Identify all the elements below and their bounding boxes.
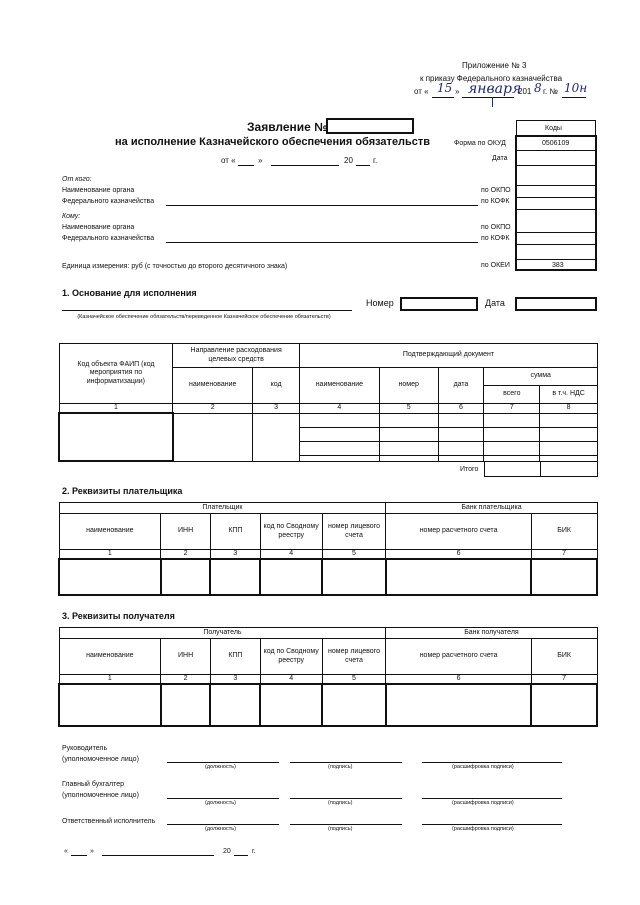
col-doc-name: наименование bbox=[299, 368, 379, 404]
payer-bik-cell[interactable] bbox=[531, 559, 597, 595]
from-org-line2: Федерального казначейства bbox=[62, 198, 155, 205]
payer-kpp-cell[interactable] bbox=[210, 559, 260, 595]
appendix-month: января bbox=[468, 81, 522, 97]
recipient-account-cell[interactable] bbox=[322, 684, 386, 726]
col-direction-name: наименование bbox=[173, 368, 253, 404]
to-org-line2: Федерального казначейства bbox=[62, 235, 155, 242]
unit-of-measure: Единица измерения: руб (с точностью до второго десятичного знака) bbox=[62, 263, 288, 270]
payer-bank-group: Банк плательщика bbox=[386, 503, 597, 514]
recipient-settlement-cell[interactable] bbox=[386, 684, 531, 726]
col-sum: сумма bbox=[484, 368, 598, 386]
section2-title: 2. Реквизиты плательщика bbox=[62, 486, 183, 496]
appendix-number: 10н bbox=[564, 81, 588, 95]
recipient-inn-cell[interactable] bbox=[161, 684, 211, 726]
payer-table: Плательщик Банк плательщика наименование ИНН КПП код по Сводному реестру номер лицевого счета номер расчетного счета БИК 1 2 3 4 5 6 7 bbox=[58, 502, 598, 596]
date-from: от « bbox=[221, 156, 236, 165]
payer-name-cell[interactable] bbox=[59, 559, 161, 595]
okud-value: 0506109 bbox=[542, 140, 570, 147]
col-doc-number: номер bbox=[379, 368, 438, 404]
date-g: г. bbox=[373, 156, 378, 165]
kofk-label-2: по КОФК bbox=[481, 235, 510, 242]
basis-cell-dir-code[interactable] bbox=[253, 413, 300, 461]
basis-cell-dir-name[interactable] bbox=[173, 413, 253, 461]
total-label: Итого bbox=[460, 466, 479, 473]
recipient-bank-group: Банк получателя bbox=[386, 628, 597, 639]
col-sum-total: всего bbox=[484, 386, 540, 404]
to-org-field[interactable] bbox=[166, 242, 478, 243]
date-year: 20 bbox=[344, 156, 353, 165]
head-decode-field[interactable] bbox=[422, 762, 562, 763]
to-org-line1: Наименование органа bbox=[62, 224, 135, 231]
codes-column bbox=[515, 135, 597, 271]
kofk-label-1: по КОФК bbox=[481, 198, 510, 205]
okpo-label-2: по ОКПО bbox=[481, 224, 511, 231]
col-sum-vat: в т.ч. НДС bbox=[540, 386, 598, 404]
appendix-title: Приложение № 3 bbox=[462, 61, 527, 70]
col-doc-date: дата bbox=[438, 368, 484, 404]
col-object-code: Код объекта ФАИП (код мероприятия по информатизации) bbox=[59, 344, 173, 404]
section3-title: 3. Реквизиты получателя bbox=[62, 611, 175, 621]
recipient-table: Получатель Банк получателя наименование ИНН КПП код по Сводному реестру номер лицевого счета номер расчетного счета БИК 1 2 3 4 5 6 7 bbox=[58, 627, 598, 727]
sig-month-field[interactable] bbox=[102, 855, 214, 856]
appendix-year: 201 bbox=[518, 87, 532, 96]
appendix-number-prefix: г. № bbox=[543, 87, 558, 96]
application-number-field[interactable] bbox=[326, 118, 414, 134]
recipient-name-cell[interactable] bbox=[59, 684, 161, 726]
basis-table: Код объекта ФАИП (код мероприятия по информатизации) Направление расходования целевых средств Подтверждающий документ наименование код наименование номер дата сумма всего в т.ч. НДС 1 2 3 4 5 6 7 8 bbox=[58, 343, 598, 462]
exec-position-field[interactable] bbox=[167, 824, 279, 825]
recipient-registry-cell[interactable] bbox=[260, 684, 322, 726]
okei-label: по ОКЕИ bbox=[481, 262, 510, 269]
col-direction-code: код bbox=[253, 368, 300, 404]
date-quote: » bbox=[258, 156, 263, 165]
to-label: Кому: bbox=[62, 213, 81, 220]
appendix-from: от « bbox=[414, 87, 429, 96]
head-position-field[interactable] bbox=[167, 762, 279, 763]
section1-title: 1. Основание для исполнения bbox=[62, 288, 197, 298]
from-org-line1: Наименование органа bbox=[62, 187, 135, 194]
from-label: От кого: bbox=[62, 176, 92, 183]
okpo-label-1: по ОКПО bbox=[481, 187, 511, 194]
appendix-quote: » bbox=[455, 87, 460, 96]
date-code-label: Дата bbox=[492, 155, 508, 162]
from-org-field[interactable] bbox=[166, 205, 478, 206]
sig-day-field[interactable] bbox=[71, 855, 87, 856]
basis-date-field[interactable] bbox=[515, 297, 597, 311]
basis-number-label: Номер bbox=[366, 298, 394, 308]
payer-inn-cell[interactable] bbox=[161, 559, 211, 595]
appendix-year-digit: 8 bbox=[534, 81, 542, 95]
payer-registry-cell[interactable] bbox=[260, 559, 322, 595]
appendix-order-line: к приказу Федерального казначейства bbox=[420, 74, 563, 83]
application-title: Заявление № bbox=[247, 120, 328, 134]
recipient-bik-cell[interactable] bbox=[531, 684, 597, 726]
exec-signature-field[interactable] bbox=[290, 824, 402, 825]
basis-date-label: Дата bbox=[485, 298, 505, 308]
total-row bbox=[484, 461, 598, 477]
payer-group: Плательщик bbox=[59, 503, 386, 514]
okei-value: 383 bbox=[552, 262, 564, 269]
acc-position-field[interactable] bbox=[167, 798, 279, 799]
application-subtitle: на исполнение Казначейского обеспечения обязательств bbox=[115, 136, 431, 148]
basis-cell-object[interactable] bbox=[59, 413, 173, 461]
recipient-kpp-cell[interactable] bbox=[210, 684, 260, 726]
col-confirm-doc: Подтверждающий документ bbox=[299, 344, 597, 368]
exec-decode-field[interactable] bbox=[422, 824, 562, 825]
basis-number-field[interactable] bbox=[400, 297, 478, 311]
head-signature-field[interactable] bbox=[290, 762, 402, 763]
recipient-group: Получатель bbox=[59, 628, 386, 639]
payer-account-cell[interactable] bbox=[322, 559, 386, 595]
acc-signature-field[interactable] bbox=[290, 798, 402, 799]
codes-heading-cell: Коды bbox=[516, 120, 596, 136]
appendix-day: 15 bbox=[437, 81, 453, 95]
okud-label: Форма по ОКУД bbox=[454, 140, 506, 147]
sig-year-field[interactable] bbox=[234, 855, 248, 856]
basis-caption: (Казначейское обеспечение обязательств/переведенное Казначейское обеспечение обязательств) bbox=[77, 314, 331, 320]
col-direction: Направление расходования целевых средств bbox=[173, 344, 300, 368]
payer-settlement-cell[interactable] bbox=[386, 559, 531, 595]
acc-decode-field[interactable] bbox=[422, 798, 562, 799]
